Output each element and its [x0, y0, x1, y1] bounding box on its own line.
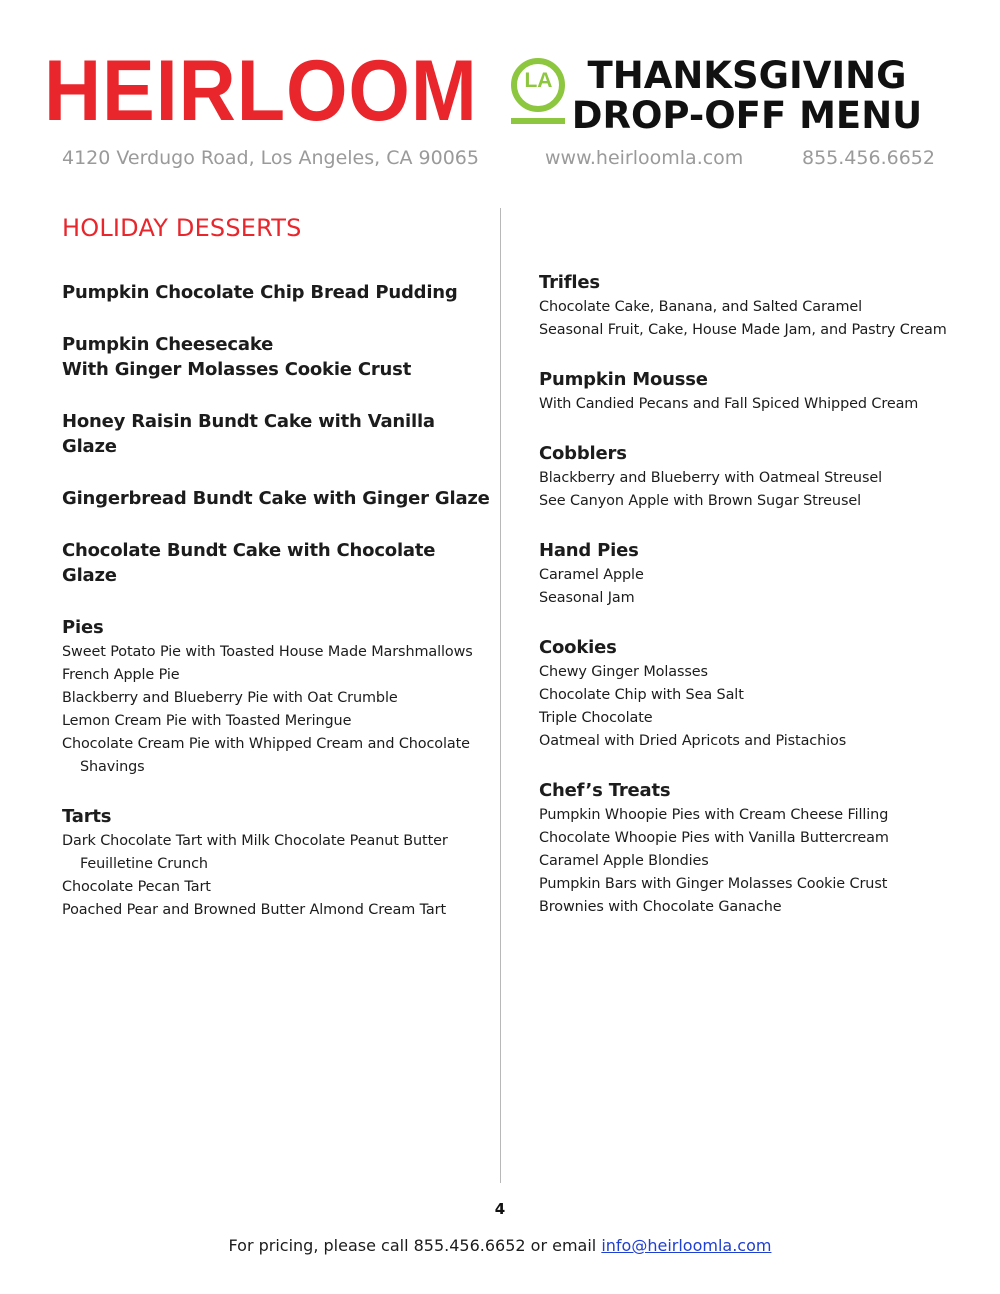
- menu-category: [539, 538, 969, 610]
- category-items: [539, 296, 969, 342]
- featured-dessert: [62, 332, 490, 382]
- menu-item: Triple Chocolate: [539, 710, 653, 726]
- menu-item: With Candied Pecans and Fall Spiced Whipped Cream: [539, 396, 919, 412]
- email-link[interactable]: info@heirloomla.com: [601, 1236, 772, 1255]
- category-items: [539, 467, 969, 513]
- menu-item: Pumpkin Bars with Ginger Molasses Cookie Crust: [539, 876, 888, 892]
- featured-desserts: [62, 280, 490, 588]
- menu-title-line1: THANKSGIVING: [587, 54, 907, 97]
- category-title: Cobblers: [539, 443, 627, 464]
- category-title: Trifles: [539, 272, 600, 293]
- menu-title: [560, 56, 934, 136]
- menu-item: Seasonal Fruit, Cake, House Made Jam, and Pastry Cream: [539, 322, 947, 338]
- menu-item: Chocolate Cake, Banana, and Salted Caramel: [539, 299, 863, 315]
- menu-item: Chewy Ginger Molasses: [539, 664, 708, 680]
- footer: [0, 1236, 1000, 1255]
- featured-dessert-line: With Ginger Molasses Cookie Crust: [62, 359, 412, 380]
- menu-item: Lemon Cream Pie with Toasted Meringue: [62, 713, 352, 729]
- menu-category: [539, 441, 969, 513]
- category-items: [539, 393, 969, 416]
- menu-category: [539, 635, 969, 753]
- section-title: HOLIDAY DESSERTS: [62, 214, 302, 242]
- website-link[interactable]: www.heirloomla.com: [545, 147, 744, 169]
- page-number: 4: [494, 1200, 506, 1218]
- right-categories: [539, 270, 969, 919]
- menu-item: Sweet Potato Pie with Toasted House Made Marshmallows: [62, 644, 473, 660]
- menu-item: Poached Pear and Browned Butter Almond Cream Tart: [62, 902, 447, 918]
- featured-dessert: [62, 409, 490, 459]
- featured-dessert-line: Pumpkin Cheesecake: [62, 334, 274, 355]
- category-title: Chef’s Treats: [539, 780, 671, 801]
- menu-item: Blackberry and Blueberry with Oatmeal Streusel: [539, 470, 883, 486]
- menu-item: Chocolate Chip with Sea Salt: [539, 687, 744, 703]
- menu-item: Chocolate Whoopie Pies with Vanilla Buttercream: [539, 830, 889, 846]
- category-items: [539, 661, 969, 753]
- category-items: [62, 830, 490, 922]
- menu-item: Blackberry and Blueberry Pie with Oat Crumble: [62, 690, 398, 706]
- menu-item: Seasonal Jam: [539, 590, 635, 606]
- menu-category: [539, 778, 969, 919]
- category-items: [539, 564, 969, 610]
- featured-dessert-line: Chocolate Bundt Cake with Chocolate Glaze: [62, 540, 436, 586]
- category-items: [539, 804, 969, 919]
- category-title: Pies: [62, 617, 104, 638]
- menu-item: Chocolate Pecan Tart: [62, 879, 211, 895]
- featured-dessert: [62, 486, 490, 511]
- footer-text: For pricing, please call 855.456.6652 or email: [228, 1236, 602, 1255]
- menu-item: See Canyon Apple with Brown Sugar Streusel: [539, 493, 862, 509]
- phone-number: 855.456.6652: [802, 147, 935, 169]
- category-title: Hand Pies: [539, 540, 639, 561]
- left-categories: [62, 615, 490, 922]
- menu-category: [62, 804, 490, 922]
- featured-dessert-line: Gingerbread Bundt Cake with Ginger Glaze: [62, 488, 490, 509]
- category-title: Tarts: [62, 806, 112, 827]
- address: 4120 Verdugo Road, Los Angeles, CA 90065: [62, 147, 479, 169]
- menu-item: Brownies with Chocolate Ganache: [539, 899, 782, 915]
- logo-wordmark: HEIRLOOM: [44, 43, 478, 139]
- menu-title-line2: DROP-OFF MENU: [571, 94, 923, 137]
- left-column: [62, 214, 490, 947]
- menu-item: French Apple Pie: [62, 667, 180, 683]
- category-items: [62, 641, 490, 779]
- right-column: [539, 270, 969, 944]
- la-badge-text: LA: [524, 69, 553, 92]
- featured-dessert-line: Pumpkin Chocolate Chip Bread Pudding: [62, 282, 458, 303]
- menu-category: [62, 615, 490, 779]
- menu-item: Chocolate Cream Pie with Whipped Cream and Chocolate Shavings: [62, 736, 470, 775]
- menu-item: Dark Chocolate Tart with Milk Chocolate Peanut Butter Feuilletine Crunch: [62, 833, 448, 872]
- menu-item: Caramel Apple Blondies: [539, 853, 709, 869]
- featured-dessert-line: Honey Raisin Bundt Cake with Vanilla Glaze: [62, 411, 435, 457]
- menu-category: [539, 270, 969, 342]
- menu-item: Caramel Apple: [539, 567, 644, 583]
- category-title: Pumpkin Mousse: [539, 369, 708, 390]
- menu-item: Pumpkin Whoopie Pies with Cream Cheese Filling: [539, 807, 889, 823]
- menu-category: [539, 367, 969, 416]
- menu-item: Oatmeal with Dried Apricots and Pistachios: [539, 733, 847, 749]
- la-badge-icon: [509, 50, 567, 126]
- heirloom-logo: [44, 43, 567, 139]
- column-divider: [500, 208, 501, 1183]
- category-title: Cookies: [539, 637, 617, 658]
- featured-dessert: [62, 538, 490, 588]
- featured-dessert: [62, 280, 490, 305]
